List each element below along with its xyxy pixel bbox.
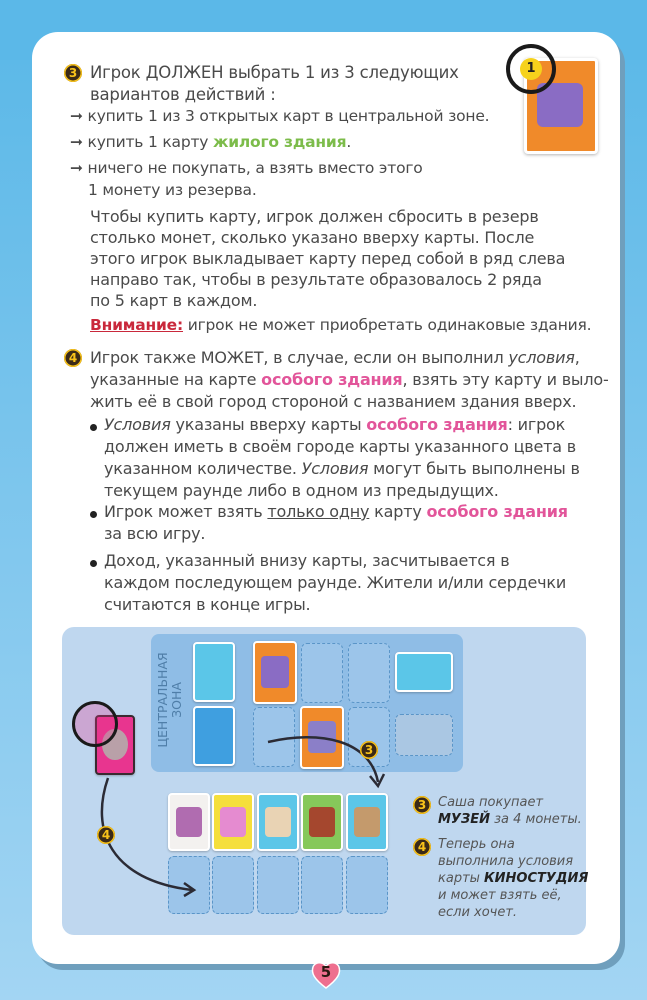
conditions-term: условия xyxy=(508,348,575,367)
text: , взять эту карту и выло- xyxy=(402,370,609,389)
special-building-term: особого здания xyxy=(261,370,403,389)
museum-term: МУЗЕЙ xyxy=(438,812,490,827)
page-number: 5 xyxy=(320,963,332,981)
text: указаны вверху карты xyxy=(170,415,367,434)
option-text-line2: 1 монету из резерва. xyxy=(88,180,257,199)
text: , xyxy=(574,348,580,367)
arrow-right-icon: ➞ xyxy=(70,107,83,125)
caption-line: выполнила условия xyxy=(438,854,574,869)
film-studio-term: КИНОСТУДИЯ xyxy=(484,871,589,886)
caption-line: и может взять её, xyxy=(438,888,562,903)
text: за всю игру. xyxy=(104,524,206,543)
option-text: купить 1 из 3 открытых карт в центральной зоне. xyxy=(87,107,490,125)
caption-line: Теперь она xyxy=(438,837,515,852)
text: Доход, указанный внизу карты, засчитывается в xyxy=(104,551,510,570)
caption-line: карты xyxy=(438,871,485,886)
conditions-term: Условия xyxy=(104,415,171,434)
option-text-suffix: . xyxy=(346,133,352,151)
text: считаются в конце игры. xyxy=(104,595,311,614)
arrow3-badge: 3 xyxy=(360,741,378,759)
step3-intro-line2: вариантов действий : xyxy=(90,84,276,104)
special-building-term: особого здания xyxy=(426,502,568,521)
caption3-badge: 3 xyxy=(413,796,431,814)
caption-4 xyxy=(438,836,588,921)
caption-line: за 4 монеты. xyxy=(489,812,582,827)
conditions-term: Условия xyxy=(301,459,369,478)
text: могут быть выполнены в xyxy=(368,459,580,478)
option-text: ничего не покупать, а взять вместо этого xyxy=(87,159,423,177)
paragraph-line: по 5 карт в каждом. xyxy=(90,291,258,310)
text: Игрок может взять xyxy=(104,502,268,521)
paragraph-line: столько монет, сколько указано вверху карты. После xyxy=(90,228,535,247)
caption4-badge: 4 xyxy=(413,838,431,856)
arrow4-badge: 4 xyxy=(97,826,115,844)
warning-text: игрок не может приобретать одинаковые здания. xyxy=(183,316,592,334)
step-number-badge: 3 xyxy=(64,64,82,82)
warning-label: Внимание: xyxy=(90,316,183,334)
option-text: купить 1 карту xyxy=(87,133,213,151)
paragraph-line: направо так, чтобы в результате образовалось 2 ряда xyxy=(90,270,542,289)
special-building-term: особого здания xyxy=(366,415,508,434)
text: должен иметь в своём городе карты указанного цвета в xyxy=(104,437,577,456)
arrow-right-icon: ➞ xyxy=(70,159,83,177)
text: каждом последующем раунде. Жители и/или сердечки xyxy=(104,573,567,592)
label-line: ЦЕНТРАЛЬНАЯ xyxy=(155,652,170,748)
caption-line: Саша покупает xyxy=(438,795,544,810)
text: Игрок также МОЖЕТ, в случае, если он выполнил xyxy=(90,348,509,367)
text: карту xyxy=(369,502,427,521)
coin-icon: 1 xyxy=(520,58,542,80)
text: : игрок xyxy=(507,415,566,434)
paragraph-line: этого игрок выкладывает карту перед собой в ряд слева xyxy=(90,249,566,268)
residential-building-term: жилого здания xyxy=(212,133,347,151)
caption-3 xyxy=(438,794,582,828)
text: указанные на карте xyxy=(90,370,262,389)
step4-line3: жить её в свой город стороной с названием здания вверх. xyxy=(90,392,577,411)
text: указанном количестве. xyxy=(104,459,302,478)
arrow-right-icon: ➞ xyxy=(70,133,83,151)
label-line: ЗОНА xyxy=(169,682,184,718)
text: текущем раунде либо в одном из предыдущих. xyxy=(104,481,499,500)
only-one-term: только одну xyxy=(267,502,370,521)
step3-intro-line1: Игрок ДОЛЖЕН выбрать 1 из 3 следующих xyxy=(90,63,459,82)
step-number-badge: 4 xyxy=(64,349,82,367)
caption-line: если хочет. xyxy=(438,905,518,920)
paragraph-line: Чтобы купить карту, игрок должен сбросить в резерв xyxy=(90,207,539,226)
